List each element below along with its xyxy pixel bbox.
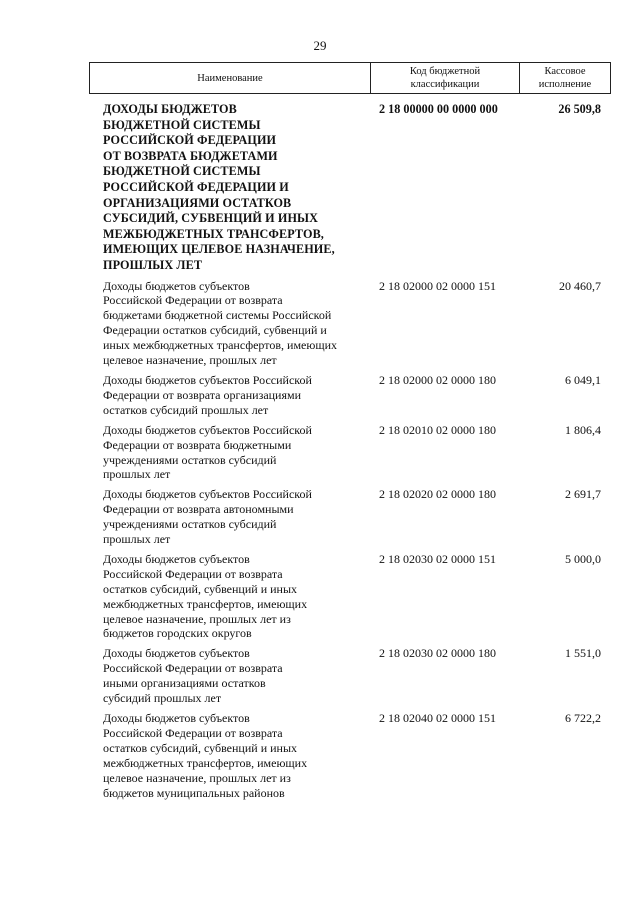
row-name-line: бюджетов муниципальных районов [103, 785, 285, 800]
row-name-line: БЮДЖЕТНОЙ СИСТЕМЫ [103, 164, 261, 179]
row-amount: 1 806,4 [565, 422, 601, 437]
row-amount: 5 000,0 [565, 551, 601, 566]
header-execution-label-line1: Кассовое [544, 66, 586, 77]
row-name-line: Федерации остатков субсидий, субвенций и [103, 323, 327, 338]
row-name-line: иными организациями остатков [103, 676, 266, 691]
table-row [103, 373, 601, 418]
row-name-line: Российской Федерации от возврата [103, 725, 283, 740]
row-name-line: Российской Федерации от возврата [103, 661, 283, 676]
row-name [103, 373, 371, 418]
row-name-line: прошлых лет [103, 532, 171, 547]
row-name-line: Федерации от возврата автономными [103, 502, 294, 517]
header-code-column [371, 63, 520, 93]
header-execution-label-line2: исполнение [538, 79, 592, 90]
row-name-line: целевое назначение, прошлых лет [103, 353, 277, 368]
row-name-line: остатков субсидий прошлых лет [103, 402, 269, 417]
row-name-line: Доходы бюджетов субъектов [103, 711, 250, 725]
row-name-line: целевое назначение, прошлых лет из [103, 770, 291, 785]
row-name-line: прошлых лет [103, 467, 171, 482]
row-name-line: ИМЕЮЩИХ ЦЕЛЕВОЕ НАЗНАЧЕНИЕ, [103, 242, 335, 257]
row-name-line: целевое назначение, прошлых лет из [103, 611, 291, 626]
row-name-line: РОССИЙСКОЙ ФЕДЕРАЦИИ [103, 133, 277, 148]
row-code: 2 18 02030 02 0000 180 [379, 646, 496, 661]
row-name-line: МЕЖБЮДЖЕТНЫХ ТРАНСФЕРТОВ, [103, 226, 324, 241]
row-name [103, 552, 371, 641]
table-row [103, 552, 601, 641]
row-code: 2 18 02010 02 0000 180 [379, 422, 496, 437]
header-execution-column [520, 63, 610, 93]
row-name-line: Доходы бюджетов субъектов Российской [103, 372, 312, 387]
row-name-line: учреждениями остатков субсидий [103, 517, 277, 532]
row-name-line: ОТ ВОЗВРАТА БЮДЖЕТАМИ [103, 148, 278, 163]
row-name-line: ОРГАНИЗАЦИЯМИ ОСТАТКОВ [103, 195, 292, 210]
table-body [103, 102, 601, 805]
row-name-line: Федерации от возврата бюджетными [103, 437, 292, 452]
row-name-line: ПРОШЛЫХ ЛЕТ [103, 257, 203, 272]
row-code: 2 18 02000 02 0000 151 [379, 278, 496, 293]
row-name-line: Доходы бюджетов субъектов Российской [103, 422, 312, 437]
row-name [103, 423, 371, 483]
row-name-line: РОССИЙСКОЙ ФЕДЕРАЦИИ И [103, 179, 289, 194]
row-name-line: Российской Федерации от возврата [103, 293, 283, 308]
table-row [103, 711, 601, 800]
table-row [103, 646, 601, 706]
page-number: 29 [313, 38, 327, 53]
row-amount: 20 460,7 [559, 278, 601, 293]
row-name-line: бюджетов городских округов [103, 626, 252, 641]
row-name [103, 102, 371, 274]
row-name-line: СУБСИДИЙ, СУБВЕНЦИЙ И ИНЫХ [103, 211, 318, 226]
row-name [103, 711, 371, 800]
row-name-line: Федерации от возврата организациями [103, 387, 302, 402]
header-name-column [90, 63, 371, 93]
row-code: 2 18 02040 02 0000 151 [379, 711, 496, 725]
row-name-line: иных межбюджетных трансфертов, имеющих [103, 338, 337, 353]
table-row [103, 102, 601, 274]
row-name-line: Российской Федерации от возврата [103, 566, 283, 581]
row-name-line: остатков субсидий, субвенций и иных [103, 740, 298, 755]
row-name-line: Доходы бюджетов субъектов Российской [103, 487, 312, 502]
row-name-line: бюджетами бюджетной системы Российской [103, 308, 332, 323]
row-code: 2 18 00000 00 0000 000 [379, 102, 498, 116]
header-name-label: Наименование [197, 72, 263, 84]
header-code-label-line1: Код бюджетной [409, 66, 481, 77]
row-name-line: Доходы бюджетов субъектов [103, 646, 250, 661]
row-amount: 6 049,1 [565, 372, 601, 387]
table-row [103, 487, 601, 547]
row-amount: 26 509,8 [558, 102, 601, 116]
row-name [103, 487, 371, 547]
row-name [103, 279, 371, 368]
header-code-label-line2: классификации [410, 79, 480, 90]
row-amount: 1 551,0 [565, 646, 601, 661]
row-code: 2 18 02030 02 0000 151 [379, 551, 496, 566]
row-name-line: БЮДЖЕТНОЙ СИСТЕМЫ [103, 117, 261, 132]
row-code: 2 18 02020 02 0000 180 [379, 487, 496, 502]
row-name-line: ДОХОДЫ БЮДЖЕТОВ [103, 102, 237, 116]
row-code: 2 18 02000 02 0000 180 [379, 372, 496, 387]
row-name-line: Доходы бюджетов субъектов [103, 278, 250, 293]
row-name [103, 646, 371, 706]
row-amount: 6 722,2 [565, 711, 601, 725]
table-header [89, 62, 611, 94]
row-name-line: межбюджетных трансфертов, имеющих [103, 596, 308, 611]
row-name-line: межбюджетных трансфертов, имеющих [103, 755, 308, 770]
row-name-line: Доходы бюджетов субъектов [103, 551, 250, 566]
row-amount: 2 691,7 [565, 487, 601, 502]
row-name-line: учреждениями остатков субсидий [103, 452, 277, 467]
table-row [103, 279, 601, 368]
row-name-line: остатков субсидий, субвенций и иных [103, 581, 298, 596]
row-name-line: субсидий прошлых лет [103, 691, 222, 706]
table-row [103, 423, 601, 483]
